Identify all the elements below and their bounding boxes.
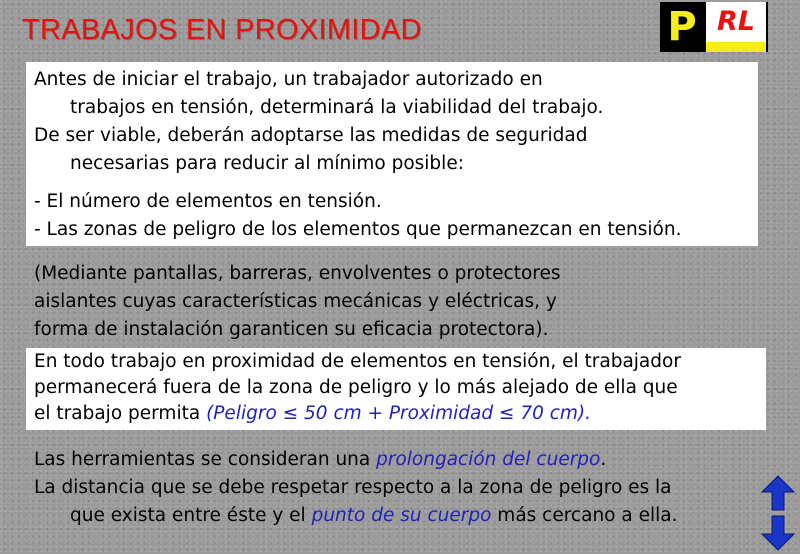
closing-line-3-end: más cercano a ella. bbox=[491, 505, 678, 526]
arrow-up-icon[interactable] bbox=[760, 474, 796, 512]
logo-yellow-bar bbox=[706, 42, 766, 52]
closing-line-1-text: Las herramientas se consideran una bbox=[34, 449, 377, 470]
body-extension-term: prolongación del cuerpo bbox=[376, 449, 601, 470]
proximity-box bbox=[26, 348, 766, 430]
bullet-elements: - El número de elementos en tensión. bbox=[34, 191, 382, 212]
closing-line-1 bbox=[34, 446, 606, 474]
page-title: TRABAJOS EN PROXIMIDAD bbox=[22, 14, 422, 46]
prl-logo bbox=[660, 2, 768, 52]
bullet-danger-zones: - Las zonas de peligro de los elementos que permanezcan en tensión. bbox=[34, 219, 682, 240]
intro-box bbox=[26, 62, 758, 246]
logo-letter-p: P bbox=[667, 4, 697, 50]
closing-line-2: La distancia que se debe respetar respecto a la zona de peligro es la bbox=[34, 477, 672, 498]
intro-line-3: De ser viable, deberán adoptarse las medidas de seguridad bbox=[34, 125, 588, 146]
slide-navigation bbox=[760, 474, 796, 552]
closing-line-3-text: que exista entre éste y el bbox=[70, 505, 312, 526]
intro-line-2: trabajos en tensión, determinará la viabilidad del trabajo. bbox=[70, 97, 604, 118]
arrow-down-icon[interactable] bbox=[760, 514, 796, 552]
closing-line-3 bbox=[70, 502, 677, 530]
proximity-line-3-text: el trabajo permita bbox=[34, 403, 207, 424]
note-line-3: forma de instalación garanticen su eficacia protectora). bbox=[34, 319, 549, 340]
body-point-term: punto de su cuerpo bbox=[311, 505, 492, 526]
proximity-line-2: permanecerá fuera de la zona de peligro y lo más alejado de ella que bbox=[34, 377, 678, 398]
proximity-line-1: En todo trabajo en proximidad de elementos en tensión, el trabajador bbox=[34, 351, 681, 372]
proximity-line-3 bbox=[34, 400, 591, 428]
intro-line-4: necesarias para reducir al mínimo posible: bbox=[70, 153, 464, 174]
logo-letters-rl: RL bbox=[706, 2, 766, 42]
note-line-2: aislantes cuyas características mecánicas y eléctricas, y bbox=[34, 291, 557, 312]
closing-line-1-end: . bbox=[600, 449, 607, 470]
note-line-1: (Mediante pantallas, barreras, envolventes o protectores bbox=[34, 263, 561, 284]
distance-limits: (Peligro ≤ 50 cm + Proximidad ≤ 70 cm). bbox=[206, 403, 592, 424]
intro-line-1: Antes de iniciar el trabajo, un trabajador autorizado en bbox=[34, 69, 543, 90]
